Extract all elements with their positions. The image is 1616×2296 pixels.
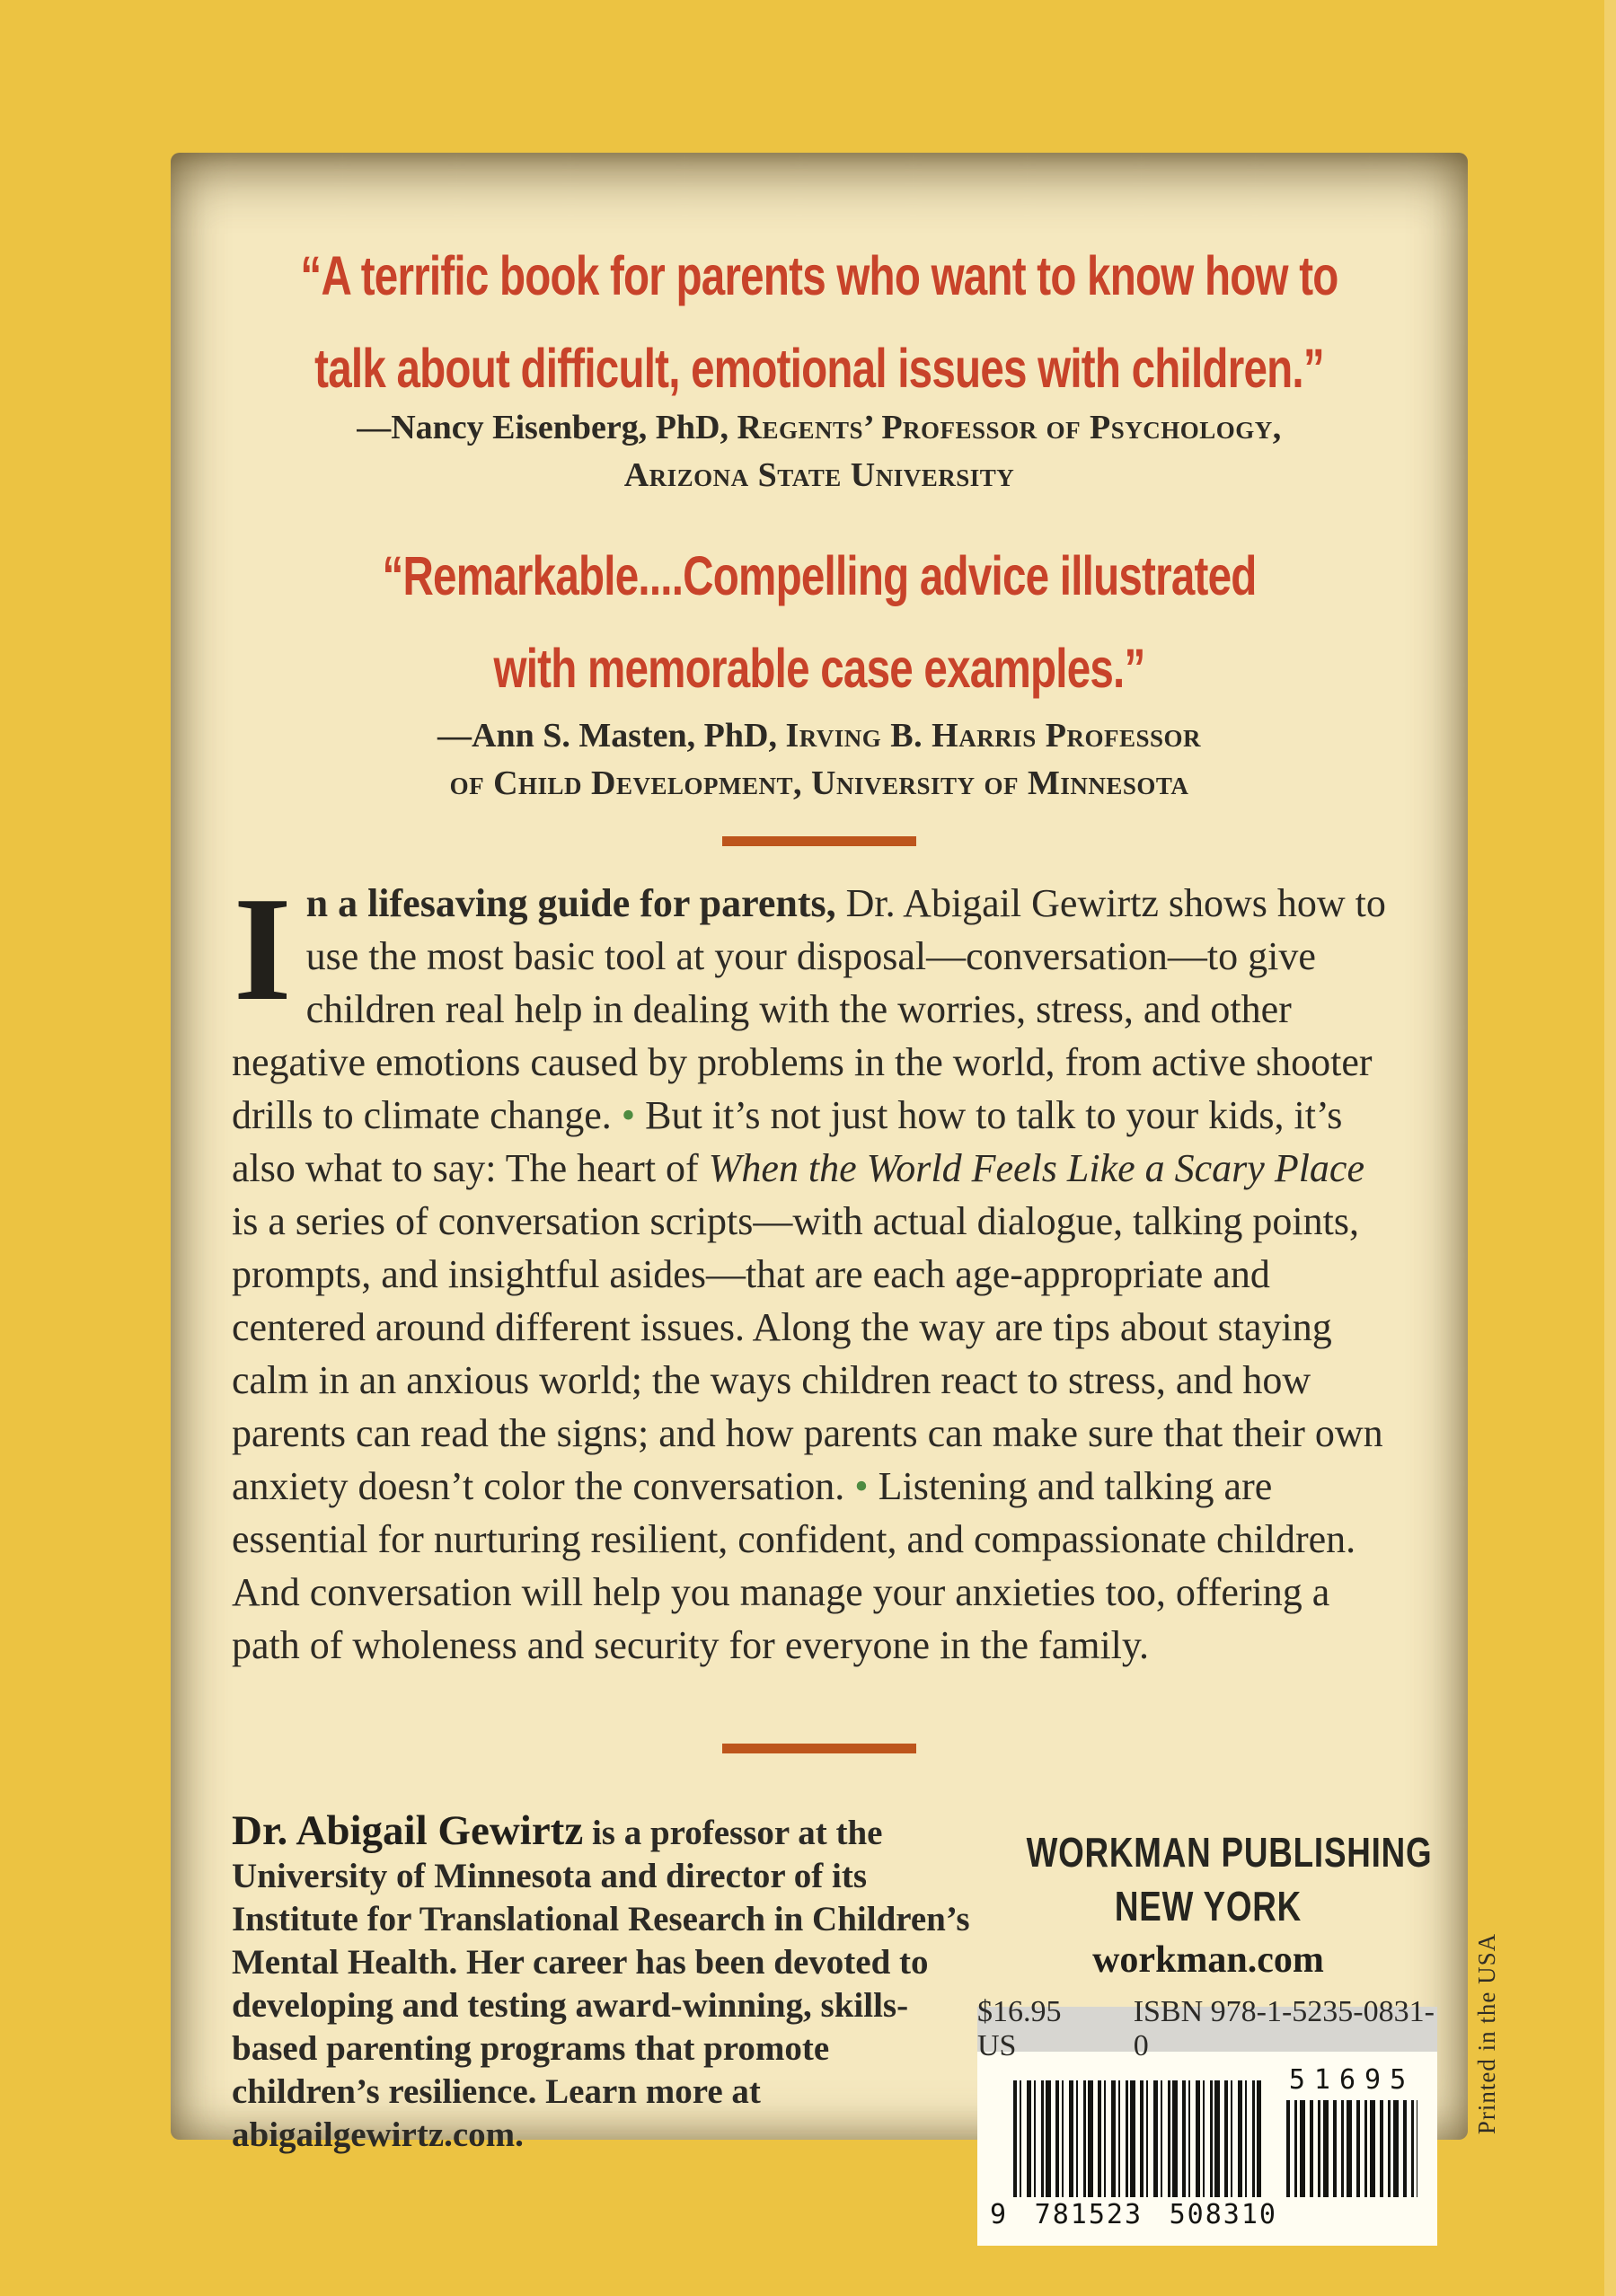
- text-run: •: [854, 1464, 879, 1508]
- barcode-supplement-digits: 51695: [1288, 2064, 1416, 2096]
- text-run: Arizona State University: [623, 456, 1015, 494]
- drop-cap: I: [234, 866, 292, 1031]
- review-quote-2: [273, 530, 1366, 715]
- synopsis-paragraph: [232, 866, 1394, 1672]
- text-run: When the World Feels Like a Scary Place: [708, 1146, 1364, 1190]
- price-label: $16.95 US: [977, 1995, 1062, 2062]
- quote-line: with memorable case examples.”: [493, 638, 1145, 699]
- isbn-label: ISBN 978-1-5235-0831-0: [1133, 1995, 1435, 2062]
- barcode-supplement-bars: [1286, 2100, 1417, 2197]
- publisher-city: NEW YORK: [1114, 1883, 1303, 1930]
- isbn-barcode-box: [977, 1995, 1437, 2246]
- section-divider-bottom: [722, 1744, 916, 1753]
- attribution-line: [204, 452, 1435, 499]
- attribution-line: [204, 712, 1435, 760]
- author-bio: [232, 1809, 972, 2157]
- barcode-digit-group: 9: [990, 2199, 1009, 2230]
- text-run: Dr. Abigail Gewirtz shows how to use the most basic tool at your disposal—conversation—to give children real help in dealing with the worries, stress, and other negative emotions caused by problems in the world, from active shooter drills to climate change.: [232, 881, 1386, 1137]
- publisher-website: workman.com: [1092, 1939, 1324, 1981]
- text-run: Listening and talking are essential for nurturing resilient, confident, and compassionate children. And conversation will help you manage your anxieties too, offering a path of wholeness and security for everyone in the family.: [232, 1464, 1356, 1667]
- text-run: But it’s not just how to talk to your kids, it’s also what to say: The heart of: [232, 1093, 1343, 1190]
- text-run: is a series of conversation scripts—with actual dialogue, talking points, prompts, and insightful asides—that are each age-appropriate and centered around different issues. Along the way are tips about staying calm in an anxious world; the ways children react to stress, and how parents can read the signs; and how parents can make sure that their own anxiety doesn’t color the conversation.: [232, 1199, 1383, 1508]
- barcode-digits: [990, 2199, 1277, 2230]
- text-run: —Ann S. Masten, PhD,: [437, 717, 786, 755]
- text-run: Regents’ Professor of Psychology,: [737, 409, 1282, 446]
- barcode-digit-group: 781523: [1034, 2199, 1144, 2230]
- text-run: Dr. Abigail Gewirtz: [232, 1807, 584, 1854]
- publisher-block: [981, 1825, 1435, 1982]
- quote-line: talk about difficult, emotional issues with children.”: [314, 338, 1324, 399]
- review-attribution-1: [204, 404, 1435, 499]
- barcode-digit-group: 508310: [1169, 2199, 1277, 2230]
- text-run: is a professor at the University of Minnesota and director of its Institute for Translational Research in Children’s Mental Health. Her career has been devoted to developing and testing award-winning, skills-based parenting programs that promote children’s resilience. Learn more at abigailgewirtz.com.: [232, 1814, 970, 2154]
- section-divider-top: [722, 836, 916, 846]
- attribution-line: [204, 760, 1435, 808]
- publisher-name: WORKMAN PUBLISHING: [1026, 1829, 1433, 1876]
- printed-in-usa-label: Printed in the USA: [1473, 1932, 1500, 2135]
- text-run: n a lifesaving guide for parents,: [305, 881, 836, 925]
- attribution-line: [204, 404, 1435, 452]
- price-isbn-bar: [977, 1995, 1437, 2062]
- text-run: of Child Development, University of Minnesota: [449, 764, 1189, 802]
- barcode-main-bars: [1013, 2080, 1261, 2197]
- quote-line: “A terrific book for parents who want to know how to: [300, 245, 1338, 306]
- quote-line: “Remarkable....Compelling advice illustrated: [382, 545, 1257, 606]
- text-run: Irving B. Harris Professor: [785, 717, 1201, 755]
- text-run: —Nancy Eisenberg, PhD,: [357, 409, 737, 446]
- synopsis-text: [232, 881, 1386, 1667]
- review-attribution-2: [204, 712, 1435, 808]
- text-run: •: [621, 1093, 646, 1137]
- review-quote-1: [273, 230, 1366, 415]
